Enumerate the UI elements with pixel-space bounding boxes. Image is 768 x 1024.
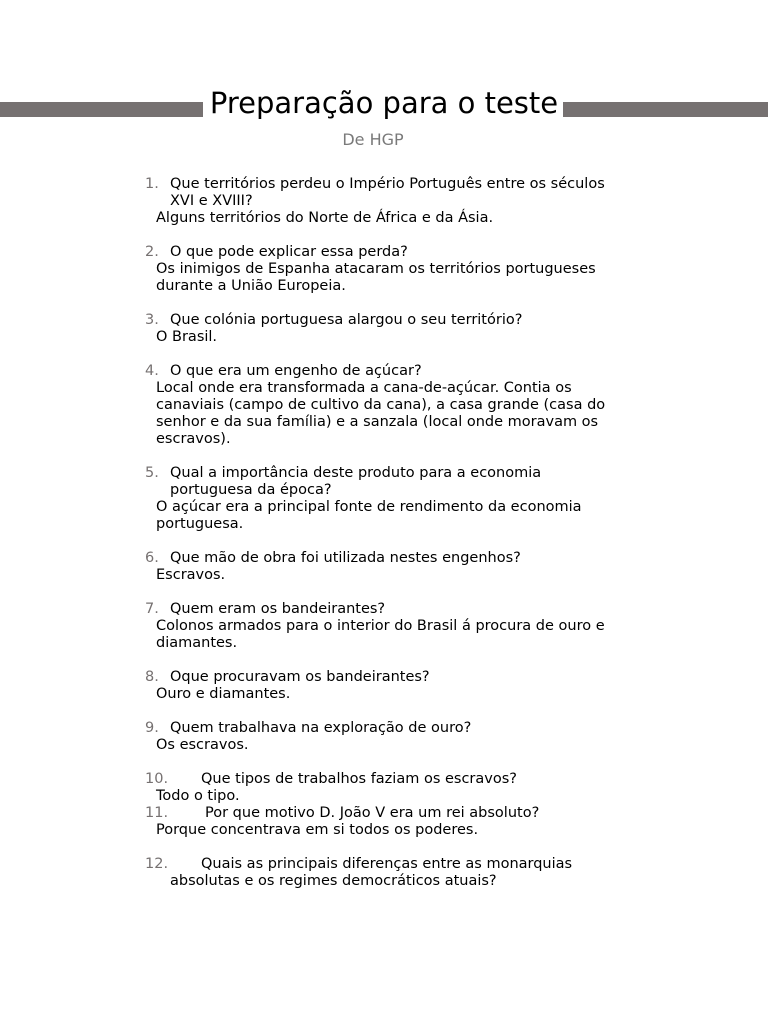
question-text-line: absolutas e os regimes democráticos atuais? bbox=[170, 873, 497, 889]
question-text-line: Que tipos de trabalhos faziam os escravos? bbox=[201, 771, 517, 787]
answer-text-line: Alguns territórios do Norte de África e da Ásia. bbox=[156, 210, 494, 226]
question-number: 4. bbox=[145, 363, 159, 379]
question-number: 7. bbox=[145, 601, 159, 617]
question-number: 2. bbox=[145, 244, 159, 260]
question-number: 9. bbox=[145, 720, 159, 736]
question-number: 1. bbox=[145, 176, 159, 192]
answer-text-line: Local onde era transformada a cana-de-açúcar. Contia os bbox=[156, 380, 572, 396]
answer-1 bbox=[145, 210, 645, 227]
question-10 bbox=[145, 771, 645, 788]
question-5 bbox=[145, 465, 645, 499]
answer-4 bbox=[145, 380, 645, 448]
question-text-line: Que mão de obra foi utilizada nestes engenhos? bbox=[170, 550, 521, 566]
question-text-line: Que territórios perdeu o Império Português entre os séculos bbox=[170, 176, 605, 192]
document-subtitle: De HGP bbox=[342, 130, 404, 149]
qa-item-10 bbox=[145, 771, 645, 805]
qa-item-4 bbox=[145, 363, 645, 448]
qa-item-8 bbox=[145, 669, 645, 703]
question-1 bbox=[145, 176, 645, 210]
question-text-line: Quais as principais diferenças entre as monarquias bbox=[201, 856, 573, 872]
question-9 bbox=[145, 720, 645, 737]
answer-2 bbox=[145, 261, 645, 295]
answer-text-line: O açúcar era a principal fonte de rendimento da economia bbox=[156, 499, 582, 515]
question-text-line: portuguesa da época? bbox=[170, 482, 332, 498]
answer-text-line: Todo o tipo. bbox=[156, 788, 240, 804]
answer-text-line: canaviais (campo de cultivo da cana), a casa grande (casa do bbox=[156, 397, 606, 413]
answer-text-line: diamantes. bbox=[156, 635, 238, 651]
question-text-line: Por que motivo D. João V era um rei absoluto? bbox=[205, 805, 540, 821]
question-text-line: Quem trabalhava na exploração de ouro? bbox=[170, 720, 472, 736]
question-number: 5. bbox=[145, 465, 159, 481]
answer-text-line: senhor e da sua família) e a sanzala (local onde moravam os bbox=[156, 414, 599, 430]
answer-text-line: O Brasil. bbox=[156, 329, 218, 345]
qa-item-3 bbox=[145, 312, 645, 346]
question-text-line: Quem eram os bandeirantes? bbox=[170, 601, 386, 617]
answer-text-line: Porque concentrava em si todos os poderes. bbox=[156, 822, 479, 838]
answer-3 bbox=[145, 329, 645, 346]
question-text-line: XVI e XVIII? bbox=[170, 193, 253, 209]
qa-item-5 bbox=[145, 465, 645, 533]
question-text-line: O que pode explicar essa perda? bbox=[170, 244, 408, 260]
question-4 bbox=[145, 363, 645, 380]
qa-item-6 bbox=[145, 550, 645, 584]
answer-text-line: Escravos. bbox=[156, 567, 226, 583]
answer-6 bbox=[145, 567, 645, 584]
question-7 bbox=[145, 601, 645, 618]
question-number: 6. bbox=[145, 550, 159, 566]
qa-item-7 bbox=[145, 601, 645, 652]
qa-item-9 bbox=[145, 720, 645, 754]
question-number: 11. bbox=[145, 805, 169, 821]
answer-9 bbox=[145, 737, 645, 754]
qa-item-12 bbox=[145, 856, 645, 890]
answer-10 bbox=[145, 788, 645, 805]
answer-text-line: Os escravos. bbox=[156, 737, 249, 753]
question-number: 10. bbox=[145, 771, 169, 787]
question-number: 3. bbox=[145, 312, 159, 328]
answer-8 bbox=[145, 686, 645, 703]
question-11 bbox=[145, 805, 645, 822]
question-list bbox=[145, 176, 645, 890]
qa-item-2 bbox=[145, 244, 645, 295]
answer-text-line: Colonos armados para o interior do Brasil á procura de ouro e bbox=[156, 618, 605, 634]
answer-text-line: Ouro e diamantes. bbox=[156, 686, 291, 702]
answer-text-line: escravos). bbox=[156, 431, 231, 447]
answer-11 bbox=[145, 822, 645, 839]
qa-item-11 bbox=[145, 805, 645, 839]
answer-7 bbox=[145, 618, 645, 652]
qa-item-1 bbox=[145, 176, 645, 227]
answer-5 bbox=[145, 499, 645, 533]
question-number: 8. bbox=[145, 669, 159, 685]
question-text-line: Que colónia portuguesa alargou o seu território? bbox=[170, 312, 523, 328]
question-text-line: Oque procuravam os bandeirantes? bbox=[170, 669, 430, 685]
answer-text-line: durante a União Europeia. bbox=[156, 278, 346, 294]
answer-text-line: Os inimigos de Espanha atacaram os territórios portugueses bbox=[156, 261, 596, 277]
question-3 bbox=[145, 312, 645, 329]
question-12 bbox=[145, 856, 645, 890]
document-title: Preparação para o teste bbox=[209, 86, 559, 120]
question-2 bbox=[145, 244, 645, 261]
question-6 bbox=[145, 550, 645, 567]
question-text-line: Qual a importância deste produto para a economia bbox=[170, 465, 542, 481]
question-number: 12. bbox=[145, 856, 169, 872]
question-text-line: O que era um engenho de açúcar? bbox=[170, 363, 422, 379]
question-8 bbox=[145, 669, 645, 686]
answer-text-line: portuguesa. bbox=[156, 516, 244, 532]
